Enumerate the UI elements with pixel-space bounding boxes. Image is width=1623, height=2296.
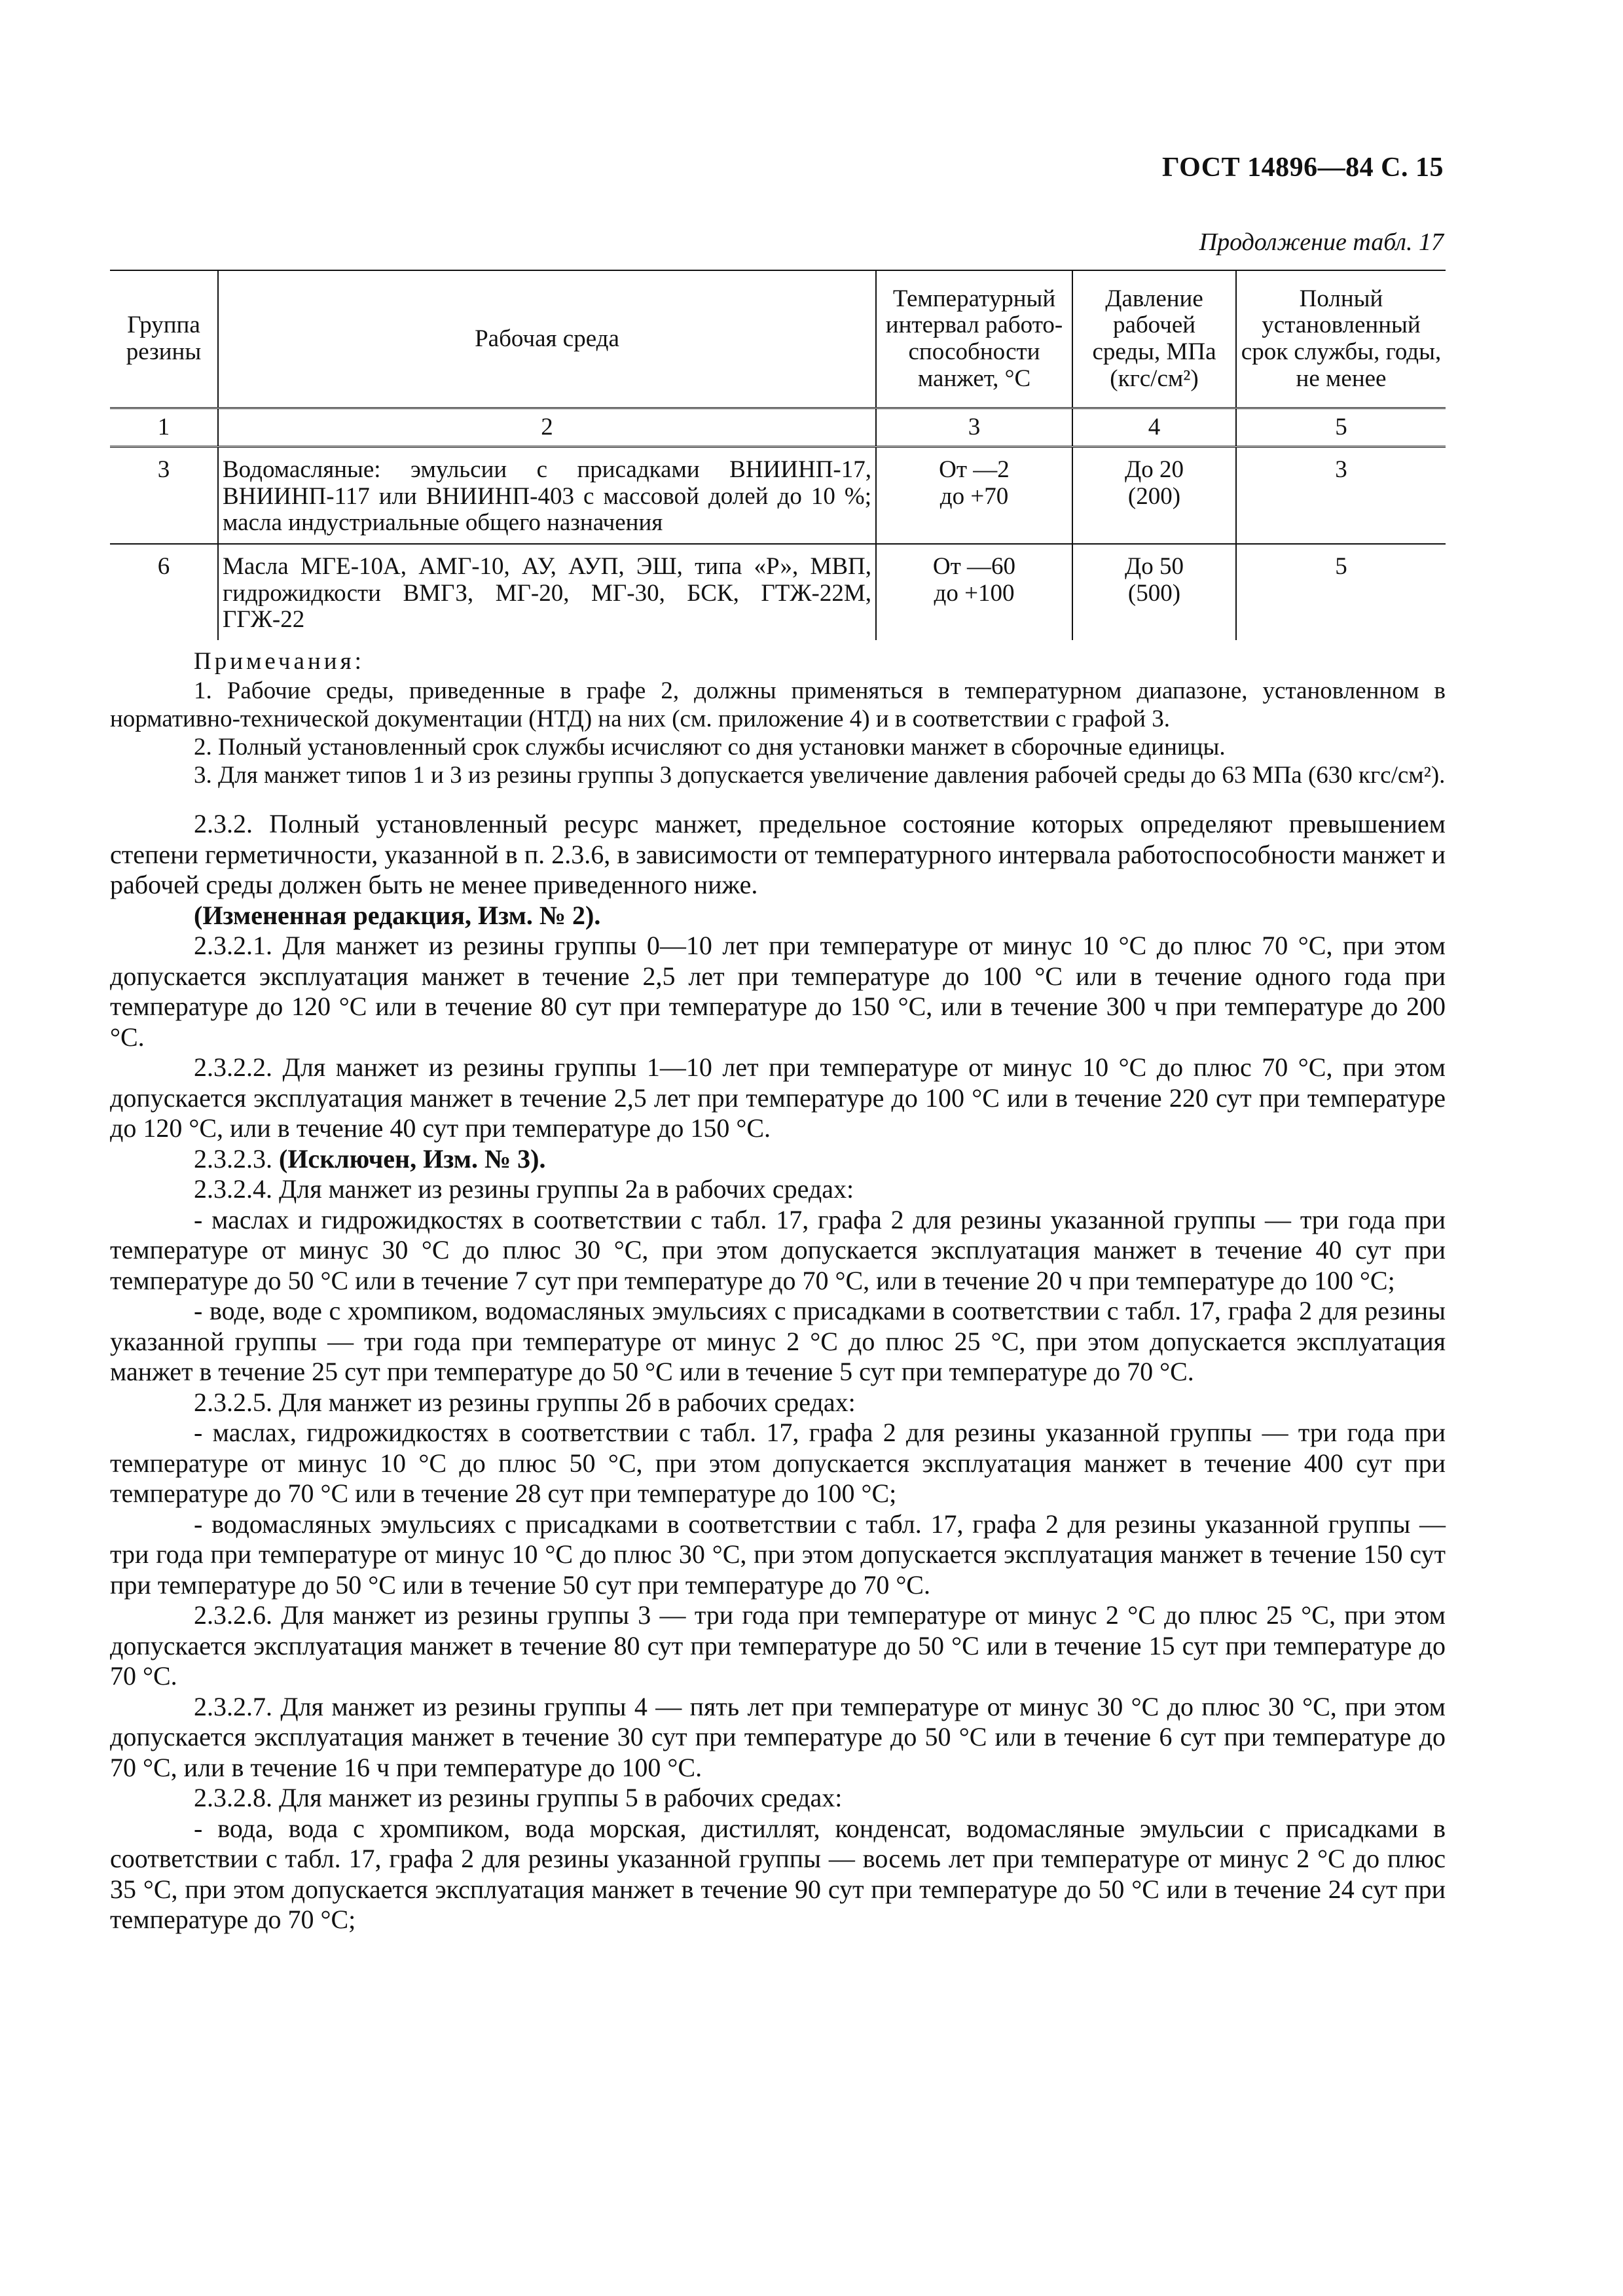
cell-env: Масла МГЕ-10А, АМГ-10, АУ, АУП, ЭШ, типа «Р», МВП, гидрожидкости ВМГЗ, МГ-20, МГ-30, БСК, ГТЖ-22М, ГГЖ-22 (218, 544, 876, 640)
note-item: 1. Рабочие среды, приведенные в графе 2, должны применяться в температурном диапазоне, установленном в нормативно-технической документации (НТД) на них (см. приложение 4) и в соответствии с графой 3. (110, 677, 1446, 732)
table-row (110, 544, 1446, 640)
note-item: 3. Для манжет типов 1 и 3 из резины группы 3 допускается увеличение давления рабочей среды до 63 МПа (630 кгс/см²). (194, 762, 1446, 789)
col-number: 3 (876, 408, 1072, 447)
pressure-mpa: До 20 (1125, 456, 1184, 483)
list-item: - водомасляных эмульсиях с присадками в соответствии с табл. 17, графа 2 для резины указанной группы — три года при температуре от минус 10 °С до плюс 30 °С, при этом допускается эксплуатация манжет в течение 150 сут при температуре до 50 °С или в течение 50 сут при температуре до 70 °С. (110, 1509, 1446, 1600)
paragraph-2-3-2-6: 2.3.2.6. Для манжет из резины группы 3 — три года при температуре от минус 2 °С до плюс 25 °С, при этом допускается эксплуатация манжет в течение 80 сут при температуре до 50 °С или в течение 15 сут при температуре до 70 °С. (110, 1600, 1446, 1691)
pressure-kgs: (500) (1127, 579, 1181, 607)
paragraph-2-3-2-7: 2.3.2.7. Для манжет из резины группы 4 — пять лет при температуре от минус 30 °С до плюс 30 °С, при этом допускается эксплуатация манжет в течение 30 сут при температуре до 50 °С или в течение 6 сут при температуре до 70 °С, или в течение 16 ч при температуре до 100 °С. (110, 1691, 1446, 1782)
paragraph-2-3-2: 2.3.2. Полный установленный ресурс манжет, предельное состояние которых определяют превышением степени герметичности, указанной в п. 2.3.6, в зависимости от температурного интервала работоспособности манжет и рабочей среды должен быть не менее приведенного ниже. (110, 809, 1446, 899)
cell-env: Водомасляные: эмульсии с присадками ВНИИНП-17, ВНИИНП-117 или ВНИИНП-403 с массовой долей до 10 %; масла индустриальные общего назначения (218, 447, 876, 545)
column-number-row (110, 408, 1446, 447)
table-row (110, 447, 1446, 545)
amendment-text: (Измененная редакция, Изм. № 2). (194, 900, 601, 930)
spacer (110, 789, 1446, 809)
temp-from: От —2 (939, 456, 1010, 483)
paragraph-2-3-2-1: 2.3.2.1. Для манжет из резины группы 0—10 лет при температуре от минус 10 °С до плюс 70 °С, при этом допускается эксплуатация манжет в течение 2,5 лет при температуре до 100 °С или в течение одного года при температуре до 120 °С или в течение 80 сут при температуре до 150 °С, или в течение 300 ч при температуре до 200 °С. (110, 931, 1446, 1052)
table-continuation-label: Продолжение табл. 17 (1199, 228, 1444, 256)
paragraph-2-3-2-2: 2.3.2.2. Для манжет из резины группы 1—10 лет при температуре от минус 10 °С до плюс 70 °С, при этом допускается эксплуатация манжет в течение 2,5 лет при температуре до 100 °С или в течение 220 сут при температуре до 120 °С, или в течение 40 сут при температуре до 150 °С. (110, 1052, 1446, 1143)
paragraph-2-3-2-8: 2.3.2.8. Для манжет из резины группы 5 в рабочих средах: (194, 1783, 843, 1812)
temp-from: От —60 (932, 553, 1016, 581)
list-item: - воде, воде с хромпиком, водомасляных эмульсиях с присадками в соответствии с табл. 17, графа 2 для резины указанной группы — три года при температуре от минус 2 °С до плюс 25 °С, при этом допускается эксплуатация манжет в течение 25 сут при температуре до 50 °С или в течение 5 сут при температуре до 70 °С. (110, 1296, 1446, 1386)
paragraph-2-3-2-4: 2.3.2.4. Для манжет из резины группы 2а в рабочих средах: (194, 1174, 854, 1204)
temp-to: до +70 (939, 482, 1009, 510)
col-number: 1 (110, 408, 218, 447)
note-item: 2. Полный установленный срок службы исчисляют со дня установки манжет в сборочные единицы. (194, 734, 1226, 761)
table-header-row (110, 270, 1446, 408)
col-header-env: Рабочая среда (218, 270, 876, 408)
body-text (110, 647, 1446, 1935)
amendment-note (110, 901, 1446, 931)
pressure-mpa: До 50 (1125, 553, 1184, 581)
col-number: 5 (1236, 408, 1446, 447)
paragraph-2-3-2-5: 2.3.2.5. Для манжет из резины группы 2б в рабочих средах: (194, 1387, 856, 1417)
list-item: - маслах, гидрожидкостях в соответствии с табл. 17, графа 2 для резины указанной группы — три года при температуре от минус 10 °С до плюс 50 °С, при этом допускается эксплуатация манжет в течение 400 сут при температуре до 70 °С или в течение 28 сут при температуре до 100 °С; (110, 1418, 1446, 1508)
page-header-title: ГОСТ 14896—84 С. 15 (1161, 152, 1444, 183)
cell-temp (876, 544, 1072, 640)
cell-life: 3 (1236, 447, 1446, 545)
col-number: 4 (1072, 408, 1236, 447)
notes-title: Примечания: (194, 648, 365, 675)
excluded-note: (Исключен, Изм. № 3). (279, 1143, 546, 1174)
cell-group: 3 (110, 447, 218, 545)
cell-pressure (1072, 447, 1236, 545)
paragraph-2-3-2-3 (110, 1144, 1446, 1175)
col-header-life: Полный установленный срок службы, годы, не менее (1236, 270, 1446, 408)
table-17 (110, 270, 1446, 640)
cell-temp (876, 447, 1072, 545)
col-header-pressure: Давление рабочей среды, МПа (кгс/см²) (1072, 270, 1236, 408)
cell-group: 6 (157, 553, 170, 581)
pressure-kgs: (200) (1127, 482, 1181, 510)
cell-pressure (1072, 544, 1236, 640)
col-header-temp: Температурный интервал работо- способности манжет, °С (876, 270, 1072, 408)
col-header-group: Группа резины (110, 270, 218, 408)
cell-life: 5 (1236, 544, 1446, 640)
col-number: 2 (218, 408, 876, 447)
temp-to: до +100 (934, 579, 1015, 607)
list-item: - вода, вода с хромпиком, вода морская, дистиллят, конденсат, водомасляные эмульсии с присадками в соответствии с табл. 17, графа 2 для резины указанной группы — восемь лет при температуре от минус 2 °С до плюс 35 °С, при этом допускается эксплуатация манжет в течение 90 сут при температуре до 50 °С или в течение 24 сут при температуре до 70 °С; (110, 1813, 1446, 1934)
list-item: - маслах и гидрожидкостях в соответствии с табл. 17, графа 2 для резины указанной группы — три года при температуре от минус 30 °С до плюс 30 °С, при этом допускается эксплуатация манжет в течение 40 сут при температуре до 50 °С или в течение 7 сут при температуре до 70 °С, или в течение 20 ч при температуре до 100 °С; (110, 1204, 1446, 1295)
paragraph-number: 2.3.2.3. (194, 1143, 272, 1174)
